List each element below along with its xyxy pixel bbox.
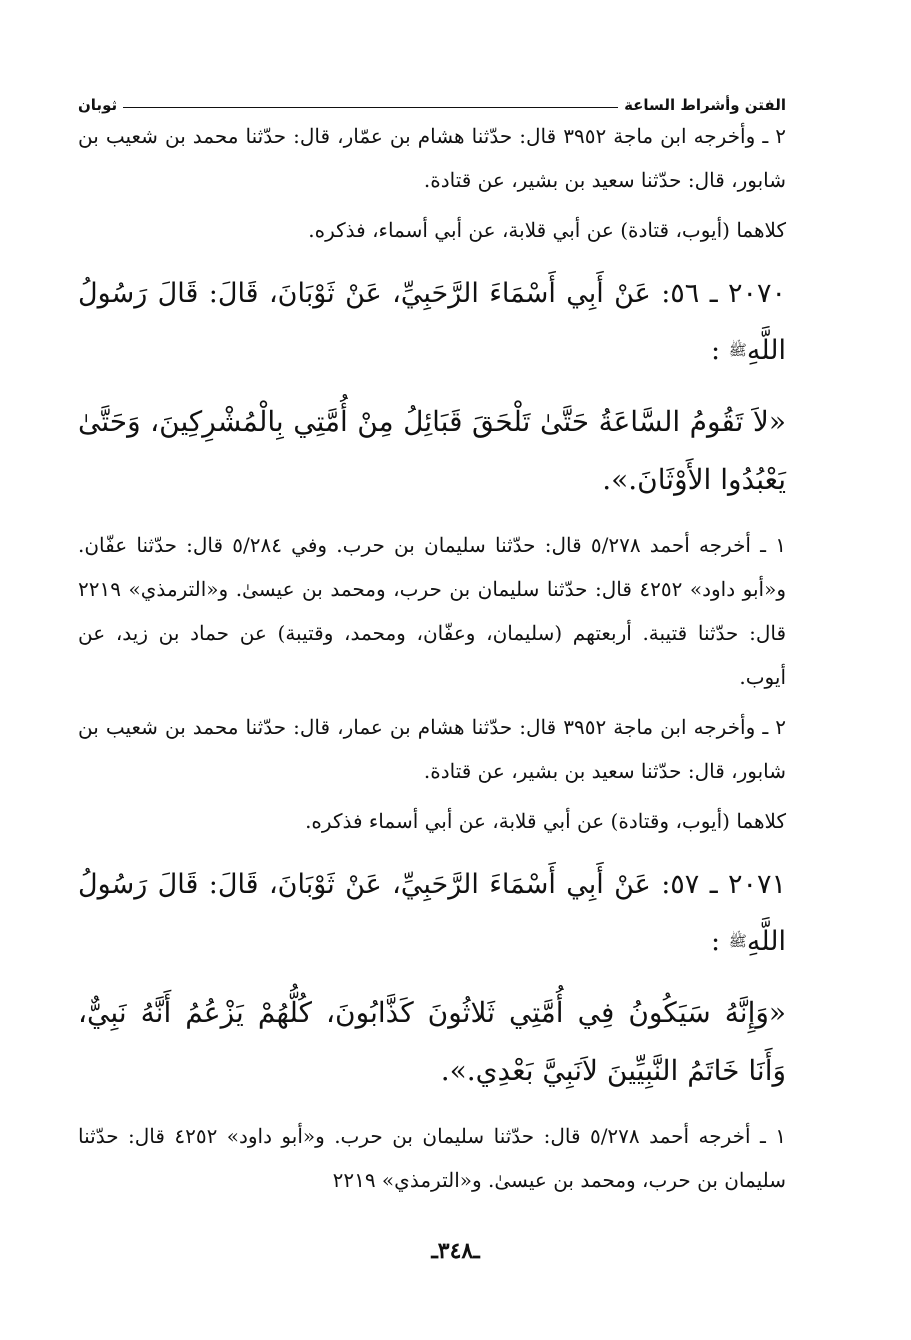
hadith-heading	[78, 266, 786, 379]
header-title: الفتن وأشراط الساعة	[624, 96, 786, 114]
header-rule	[123, 107, 618, 108]
takhrij-paragraph: ١ ـ أخرجه أحمد ٥/٢٧٨ قال: حدّثنا سليمان بن حرب. وفي ٥/٢٨٤ قال: حدّثنا عفّان. و«أبو داود» ٤٢٥٢ قال: حدّثنا سليمان بن حرب، ومحمد بن عيسىٰ. و«الترمذي» ٢٢١٩ قال: حدّثنا قتيبة. أربعتهم (سليمان، وعفّان، ومحمد، وقتيبة) عن حماد بن زيد، عن أيوب.	[78, 533, 786, 689]
takhrij-paragraph: ٢ ـ وأخرجه ابن ماجة ٣٩٥٢ قال: حدّثنا هشام بن عمار، قال: حدّثنا محمد بن شعيب بن شابور، قال: حدّثنا سعيد بن بشير، عن قتادة.	[78, 715, 786, 783]
hadith-text: «لاَ تَقُومُ السَّاعَةُ حَتَّىٰ تَلْحَقَ قَبَائِلُ مِنْ أُمَّتِي بِالْمُشْرِكِينَ، وَحَتَّىٰ يَعْبُدُوا الأَوْثَانَ.».	[78, 405, 786, 496]
salutation-mark: ﷺ	[728, 932, 747, 950]
salutation-mark: ﷺ	[728, 341, 747, 359]
hadith-isnad-end: :	[711, 926, 721, 957]
hadith-isnad-end: :	[711, 335, 721, 366]
hadith-isnad: عَنْ أَبِي أَسْمَاءَ الرَّحَبِيِّ، عَنْ ثَوْبَانَ، قَالَ: قَالَ رَسُولُ اللَّهِ	[78, 278, 786, 366]
takhrij-paragraph: كلاهما (أيوب، وقتادة) عن أبي قلابة، عن أبي أسماء فذكره.	[305, 809, 786, 833]
takhrij-paragraph: ٢ ـ وأخرجه ابن ماجة ٣٩٥٢ قال: حدّثنا هشام بن عمّار، قال: حدّثنا محمد بن شعيب بن شابور، قال: حدّثنا سعيد بن بشير، عن قتادة.	[78, 124, 786, 192]
hadith-number: ٢٠٧٠ ـ ٥٦:	[661, 278, 786, 309]
page-number: ـ٣٤٨ـ	[431, 1238, 480, 1264]
running-header	[78, 88, 786, 114]
hadith-isnad: عَنْ أَبِي أَسْمَاءَ الرَّحَبِيِّ، عَنْ ثَوْبَانَ، قَالَ: قَالَ رَسُولُ اللَّهِ	[78, 869, 786, 957]
takhrij-paragraph: كلاهما (أيوب، قتادة) عن أبي قلابة، عن أبي أسماء، فذكره.	[308, 218, 786, 242]
document-page	[78, 88, 786, 1202]
takhrij-paragraph: ١ ـ أخرجه أحمد ٥/٢٧٨ قال: حدّثنا سليمان بن حرب. و«أبو داود» ٤٢٥٢ قال: حدّثنا سليمان بن حرب، ومحمد بن عيسىٰ. و«الترمذي» ٢٢١٩	[78, 1124, 787, 1192]
hadith-number: ٢٠٧١ ـ ٥٧:	[661, 869, 786, 900]
header-section: ثوبان	[78, 96, 118, 114]
hadith-heading	[78, 857, 786, 970]
hadith-text: «وَإِنَّهُ سَيَكُونُ فِي أُمَّتِي ثَلاثُونَ كَذَّابُونَ، كُلُّهُمْ يَزْعُمُ أَنَّهُ نَبِيٌّ، وَأَنَا خَاتَمُ النَّبِيِّينَ لاَنَبِيَّ بَعْدِي.».	[78, 996, 786, 1087]
